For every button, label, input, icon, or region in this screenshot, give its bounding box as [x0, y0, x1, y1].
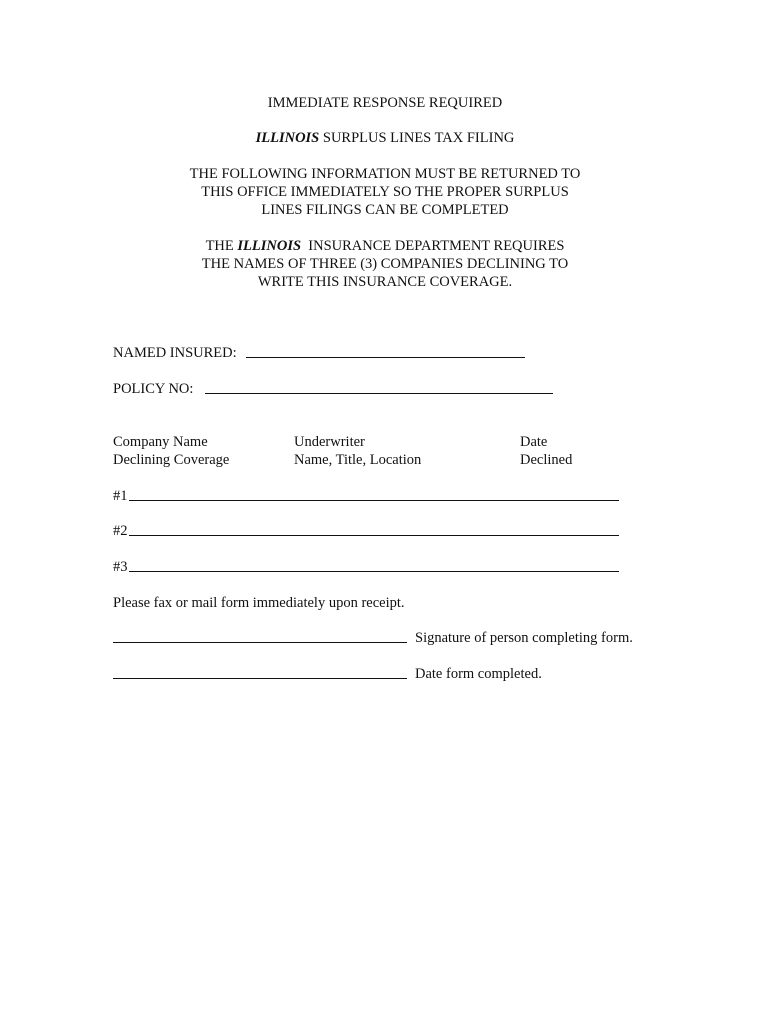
signature-field[interactable] [113, 642, 407, 643]
requirement-line1-rest: INSURANCE DEPARTMENT REQUIRES [308, 238, 565, 254]
signature-label: Signature of person completing form. [415, 630, 633, 646]
entry-1-field[interactable] [129, 500, 619, 501]
requirement-line-1 [0, 237, 770, 255]
requirement-prefix: THE [205, 238, 234, 254]
requirement-line-3: WRITE THIS INSURANCE COVERAGE. [257, 274, 513, 290]
form-subtitle [0, 129, 770, 147]
return-instruction: Please fax or mail form immediately upon receipt. [113, 595, 405, 611]
date-completed-field[interactable] [113, 678, 407, 679]
form-title: IMMEDIATE RESPONSE REQUIRED [267, 95, 503, 111]
company-header-line-1: Company Name [113, 434, 208, 450]
notice-line-2: THIS OFFICE IMMEDIATELY SO THE PROPER SURPLUS [201, 184, 569, 200]
named-insured-field[interactable] [246, 357, 525, 358]
date-completed-label: Date form completed. [415, 666, 542, 682]
subtitle-state: ILLINOIS [255, 130, 320, 146]
underwriter-header-line-1: Underwriter [294, 434, 365, 450]
entry-3-field[interactable] [129, 571, 619, 572]
subtitle-rest: SURPLUS LINES TAX FILING [322, 130, 515, 146]
underwriter-header-line-2: Name, Title, Location [294, 452, 422, 468]
entry-2-field[interactable] [129, 535, 619, 536]
policy-no-field[interactable] [205, 393, 553, 394]
named-insured-label: NAMED INSURED: [113, 345, 237, 361]
date-header-line-2: Declined [520, 452, 573, 468]
policy-no-label: POLICY NO: [113, 381, 194, 397]
notice-line-1: THE FOLLOWING INFORMATION MUST BE RETURNED TO [189, 166, 581, 182]
date-header-line-1: Date [520, 434, 548, 450]
company-header-line-2: Declining Coverage [113, 452, 230, 468]
entry-2-label: #2 [113, 523, 128, 539]
entry-1-label: #1 [113, 488, 128, 504]
notice-line-3: LINES FILINGS CAN BE COMPLETED [261, 202, 509, 218]
requirement-state: ILLINOIS [237, 238, 302, 254]
entry-3-label: #3 [113, 559, 128, 575]
requirement-line-2: THE NAMES OF THREE (3) COMPANIES DECLINING TO [201, 256, 569, 272]
